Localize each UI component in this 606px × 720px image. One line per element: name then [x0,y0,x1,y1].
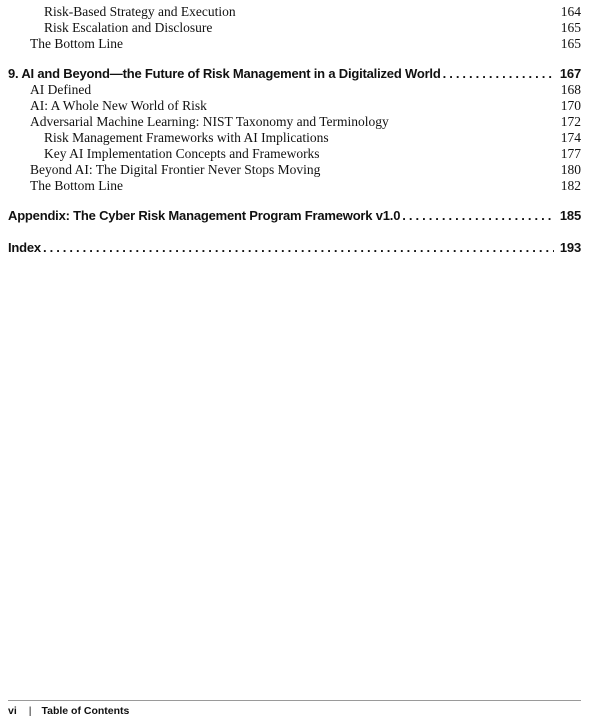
toc-entry-page: 170 [560,98,581,113]
toc-entry-page: 164 [560,4,581,19]
toc-entry-title: AI Defined [30,82,92,97]
toc-chapter-page: 167 [559,66,581,81]
toc-entry-title: Beyond AI: The Digital Frontier Never Stops Moving [30,162,321,177]
footer-section-title: Table of Contents [41,705,130,717]
toc-index-heading[interactable] [8,240,581,256]
toc-entry-title: The Bottom Line [30,36,123,51]
toc-entry-page: 165 [560,36,581,51]
toc-entry-title: Risk Escalation and Disclosure [44,20,213,35]
toc-entry-page: 182 [560,178,581,193]
toc-entry-title: Key AI Implementation Concepts and Frameworks [44,146,320,161]
toc-entry[interactable] [30,82,581,98]
toc-appendix-heading[interactable] [8,208,581,224]
toc-entry[interactable] [30,114,581,130]
footer-divider [8,700,581,701]
toc-chapter-heading[interactable] [8,66,581,82]
dot-leader [443,66,554,82]
toc-entry-page: 165 [560,20,581,35]
toc-entry-title: Risk Management Frameworks with AI Implications [44,130,329,145]
toc-entry[interactable] [30,178,581,194]
toc-entry[interactable] [30,36,581,52]
footer-page-number: vi [8,705,17,717]
footer-separator: | [28,705,32,717]
toc-entry-title: AI: A Whole New World of Risk [30,98,207,113]
toc-entry[interactable] [30,98,581,114]
toc-entry-title: The Bottom Line [30,178,123,193]
toc-appendix-page: 185 [559,208,581,223]
toc-entry[interactable] [44,130,581,146]
toc-appendix-title: Appendix: The Cyber Risk Management Program Framework v1.0 [8,208,401,223]
toc-index-title: Index [8,240,41,255]
toc-entry-page: 172 [560,114,581,129]
page-footer [8,705,129,717]
toc-entry[interactable] [44,4,581,20]
toc-entry-page: 180 [560,162,581,177]
toc-entry-title: Adversarial Machine Learning: NIST Taxonomy and Terminology [30,114,389,129]
toc-chapter-title: 9. AI and Beyond—the Future of Risk Management in a Digitalized World [8,66,441,81]
toc-index-page: 193 [559,240,581,255]
toc-entry-page: 177 [560,146,581,161]
dot-leader [43,240,554,256]
dot-leader [402,208,554,224]
toc-entry-page: 168 [560,82,581,97]
toc-entry[interactable] [44,146,581,162]
toc-entry[interactable] [44,20,581,36]
toc-entry-page: 174 [560,130,581,145]
toc-entry[interactable] [30,162,581,178]
toc-entry-title: Risk-Based Strategy and Execution [44,4,236,19]
